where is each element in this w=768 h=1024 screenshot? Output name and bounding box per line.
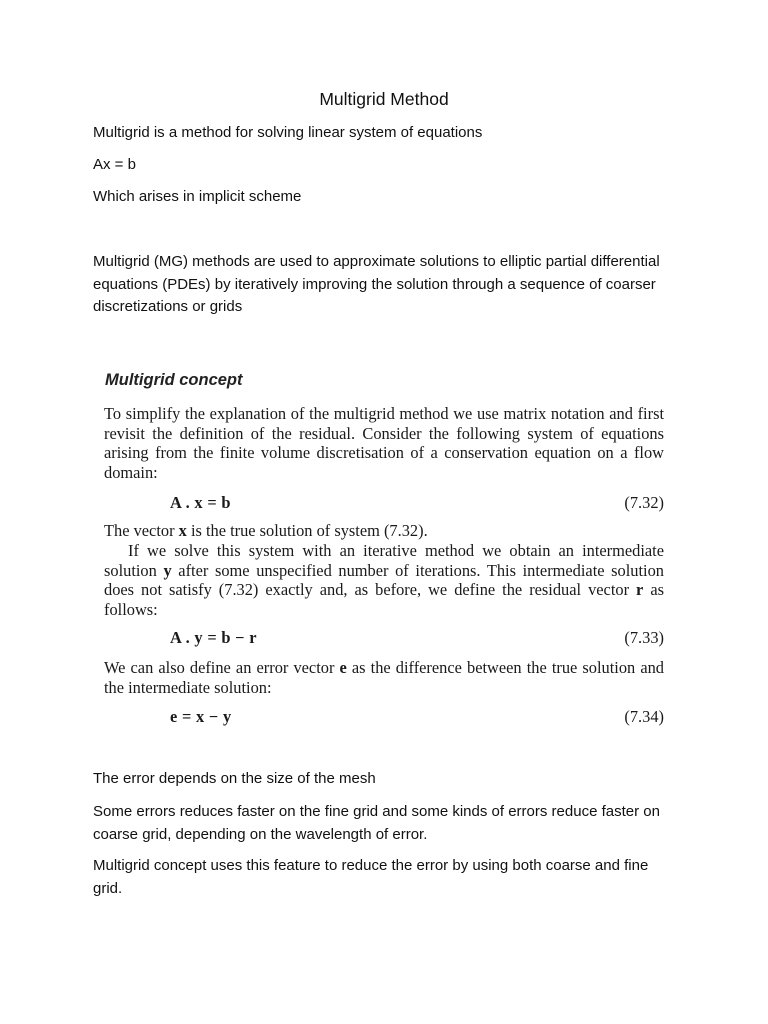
equation-7-34 — [170, 707, 664, 727]
note-error-reduction: Some errors reduces faster on the fine grid and some kinds of errors reduce faster on coarse grid, depending on the wavelength of error. — [93, 803, 660, 843]
equation-7-33-body: A . y = b − r — [170, 628, 257, 647]
var-y: y — [163, 560, 172, 580]
equation-7-33-number: (7.33) — [624, 628, 664, 647]
var-e: e — [339, 658, 347, 677]
var-x: x — [178, 521, 187, 540]
note-multigrid-concept: Multigrid concept uses this feature to reduce the error by using both coarse and fine grid. — [93, 857, 649, 897]
intro-equation: Ax = b — [93, 156, 136, 173]
excerpt-paragraph-3: If we solve this system with an iterative method we obtain an intermediate solution y after some unspecified number of iterations. This intermediate solution does not satisfy (7.32) exactly and, as before, we define the residual vector r as follows: — [104, 541, 664, 619]
equation-7-33 — [170, 628, 664, 648]
equation-7-32-body: A . x = b — [170, 493, 231, 512]
excerpt-paragraph-4: We can also define an error vector e as the difference between the true solution and the intermediate solution: — [104, 658, 665, 697]
equation-7-32-number: (7.32) — [624, 493, 664, 512]
equation-7-34-body: e = x − y — [170, 707, 232, 726]
excerpt-paragraph-2: The vector x is the true solution of system (7.32). — [104, 521, 428, 540]
var-r: r — [636, 580, 644, 600]
excerpt-paragraph-1: To simplify the explanation of the multigrid method we use matrix notation and first revisit the definition of the residual. Consider the following system of equations arising from the finite volume discretisation of a conservation equation on a flow domain: — [104, 404, 664, 482]
intro-line-1: Multigrid is a method for solving linear system of equations — [93, 124, 483, 141]
note-mesh-size: The error depends on the size of the mesh — [93, 770, 376, 787]
equation-7-34-number: (7.34) — [624, 707, 664, 726]
mg-paragraph: Multigrid (MG) methods are used to approximate solutions to elliptic partial differential equations (PDEs) by iteratively improving the solution through a sequence of coarser discretizations or grids — [93, 253, 660, 315]
equation-7-32 — [170, 493, 664, 513]
page-title: Multigrid Method — [319, 89, 449, 109]
excerpt-heading: Multigrid concept — [105, 371, 243, 389]
intro-line-3: Which arises in implicit scheme — [93, 188, 302, 205]
